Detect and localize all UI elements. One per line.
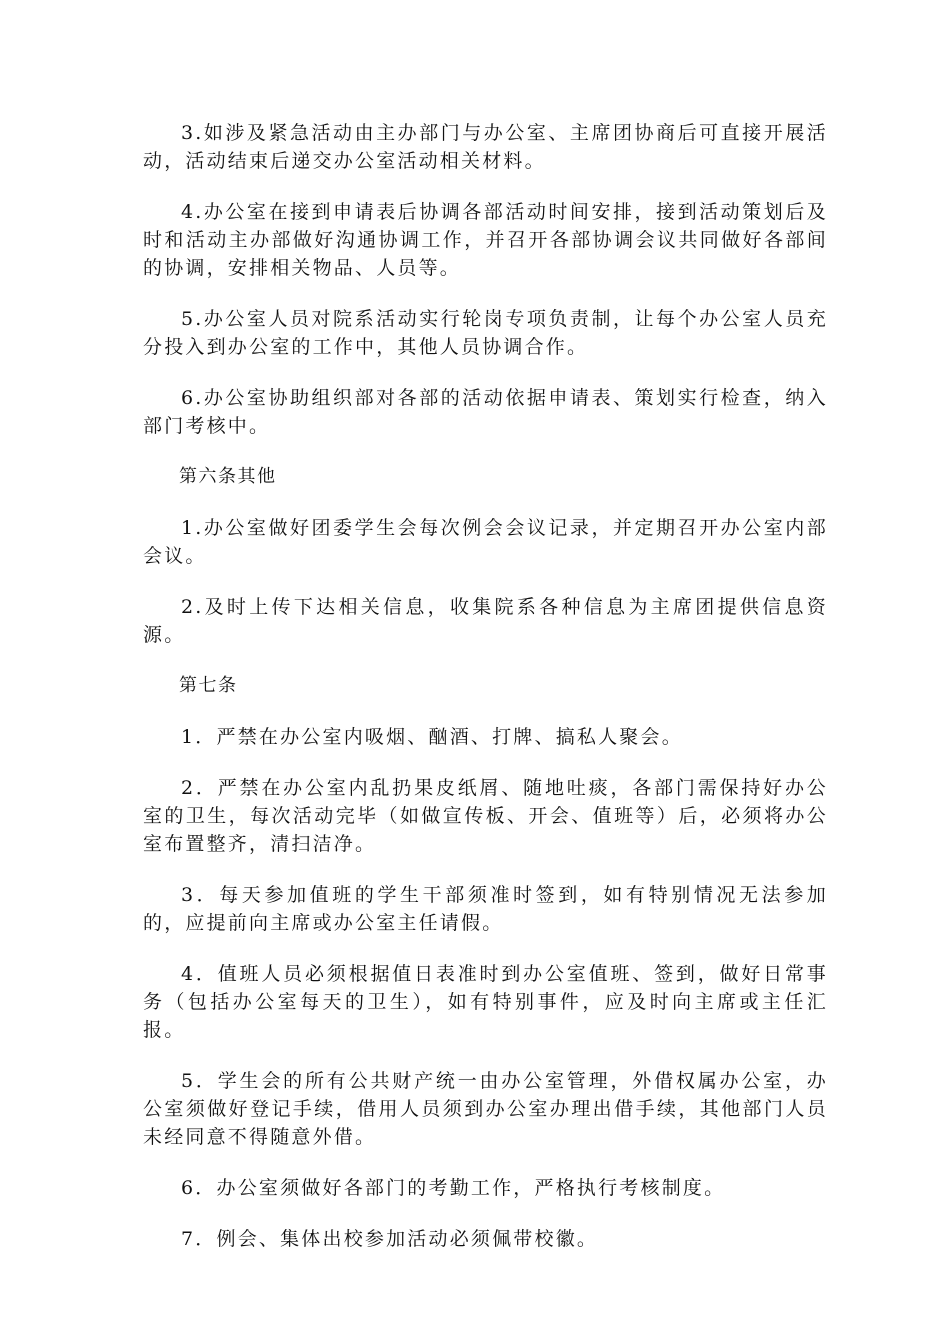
- section-7-item-4: 4．值班人员必须根据值日表准时到办公室值班、签到，做好日常事务（包括办公室每天的卫生），如有特别事件，应及时向主席或主任汇报。: [143, 963, 828, 1041]
- paragraph-item-6: 6.办公室协助组织部对各部的活动依据申请表、策划实行检查，纳入部门考核中。: [143, 387, 828, 437]
- section-7-heading: 第七条: [179, 675, 238, 696]
- section-7-item-2: 2．严禁在办公室内乱扔果皮纸屑、随地吐痰，各部门需保持好办公室的卫生，每次活动完毕（如做宣传板、开会、值班等）后，必须将办公室布置整齐，清扫洁净。: [143, 777, 828, 855]
- section-7-item-1: 1．严禁在办公室内吸烟、酗酒、打牌、搞私人聚会。: [181, 726, 683, 748]
- section-7-item-5: 5．学生会的所有公共财产统一由办公室管理，外借权属办公室，办公室须做好登记手续，借用人员须到办公室办理出借手续，其他部门人员未经同意不得随意外借。: [143, 1070, 828, 1148]
- section-7-item-6: 6．办公室须做好各部门的考勤工作，严格执行考核制度。: [181, 1177, 726, 1199]
- section-7-item-3: 3．每天参加值班的学生干部须准时签到，如有特别情况无法参加的，应提前向主席或办公室主任请假。: [143, 884, 828, 934]
- section-6-item-2: 2.及时上传下达相关信息，收集院系各种信息为主席团提供信息资源。: [143, 596, 828, 646]
- section-6-heading: 第六条其他: [179, 466, 277, 487]
- paragraph-item-3: 3.如涉及紧急活动由主办部门与办公室、主席团协商后可直接开展活动，活动结束后递交办公室活动相关材料。: [143, 122, 828, 172]
- document-page: [143, 119, 828, 1276]
- section-6-item-1: 1.办公室做好团委学生会每次例会会议记录，并定期召开办公室内部会议。: [143, 517, 828, 567]
- section-7-item-7: 7．例会、集体出校参加活动必须佩带校徽。: [181, 1228, 599, 1250]
- paragraph-item-4: 4.办公室在接到申请表后协调各部活动时间安排，接到活动策划后及时和活动主办部做好沟通协调工作，并召开各部协调会议共同做好各部间的协调，安排相关物品、人员等。: [143, 201, 828, 279]
- paragraph-item-5: 5.办公室人员对院系活动实行轮岗专项负责制，让每个办公室人员充分投入到办公室的工作中，其他人员协调合作。: [143, 308, 828, 358]
